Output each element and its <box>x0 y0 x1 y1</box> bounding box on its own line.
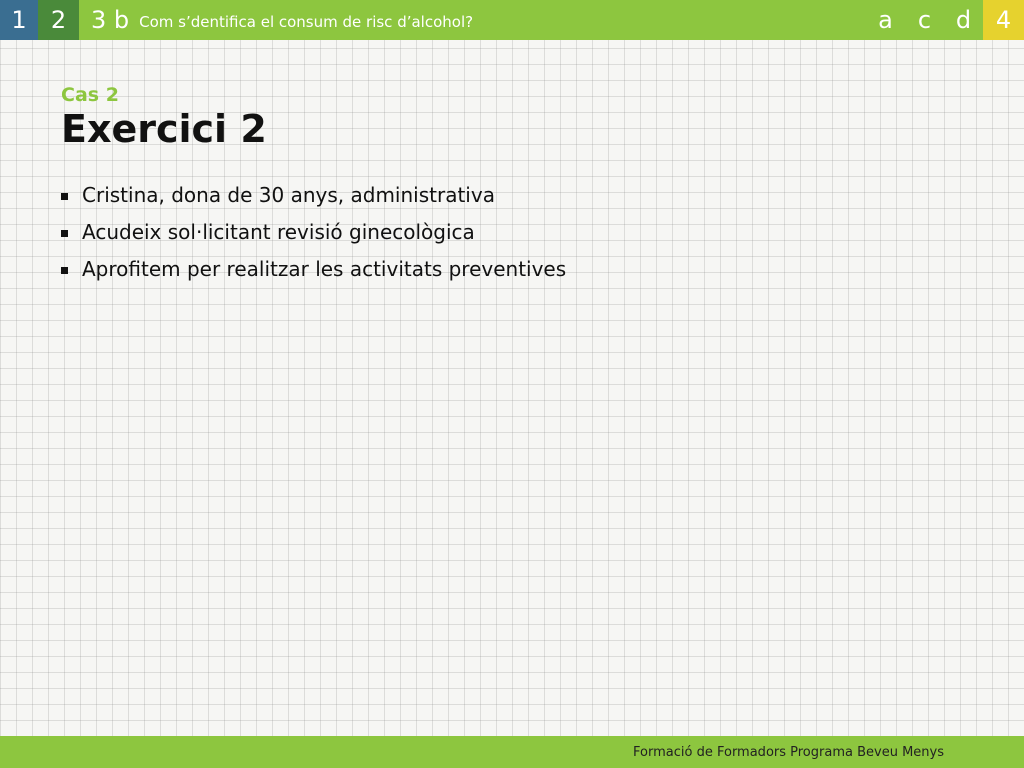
bullet-item <box>61 214 566 251</box>
square-bullet-icon <box>61 230 68 237</box>
nav-letter-c[interactable]: c <box>917 6 932 34</box>
section-number: 3 b <box>91 6 130 34</box>
nav-letter-a[interactable]: a <box>878 6 893 34</box>
slide-subtitle: Cas 2 <box>61 84 119 106</box>
bullet-item <box>61 177 566 214</box>
bullet-list <box>61 177 566 288</box>
top-navigation-bar <box>0 0 1024 40</box>
bullet-item <box>61 251 566 288</box>
slide-content <box>61 84 566 288</box>
nav-letter-d[interactable]: d <box>955 6 972 34</box>
square-bullet-icon <box>61 193 68 200</box>
nav-tab-4[interactable]: 4 <box>983 0 1024 40</box>
nav-tab-1[interactable]: 1 <box>0 0 38 40</box>
bullet-text: Acudeix sol·licitant revisió ginecològica <box>82 220 475 244</box>
slide-title: Exercici 2 <box>61 107 267 151</box>
footer-text: Formació de Formadors Programa Beveu Menys <box>633 745 944 760</box>
section-title: Com s’dentifica el consum de risc d’alcohol? <box>139 13 474 31</box>
bullet-text: Cristina, dona de 30 anys, administrativa <box>82 183 495 207</box>
current-section <box>79 0 866 40</box>
square-bullet-icon <box>61 267 68 274</box>
footer-bar <box>0 736 1024 768</box>
subsection-nav <box>866 0 983 40</box>
nav-tab-2[interactable]: 2 <box>38 0 79 40</box>
bullet-text: Aprofitem per realitzar les activitats preventives <box>82 257 567 281</box>
